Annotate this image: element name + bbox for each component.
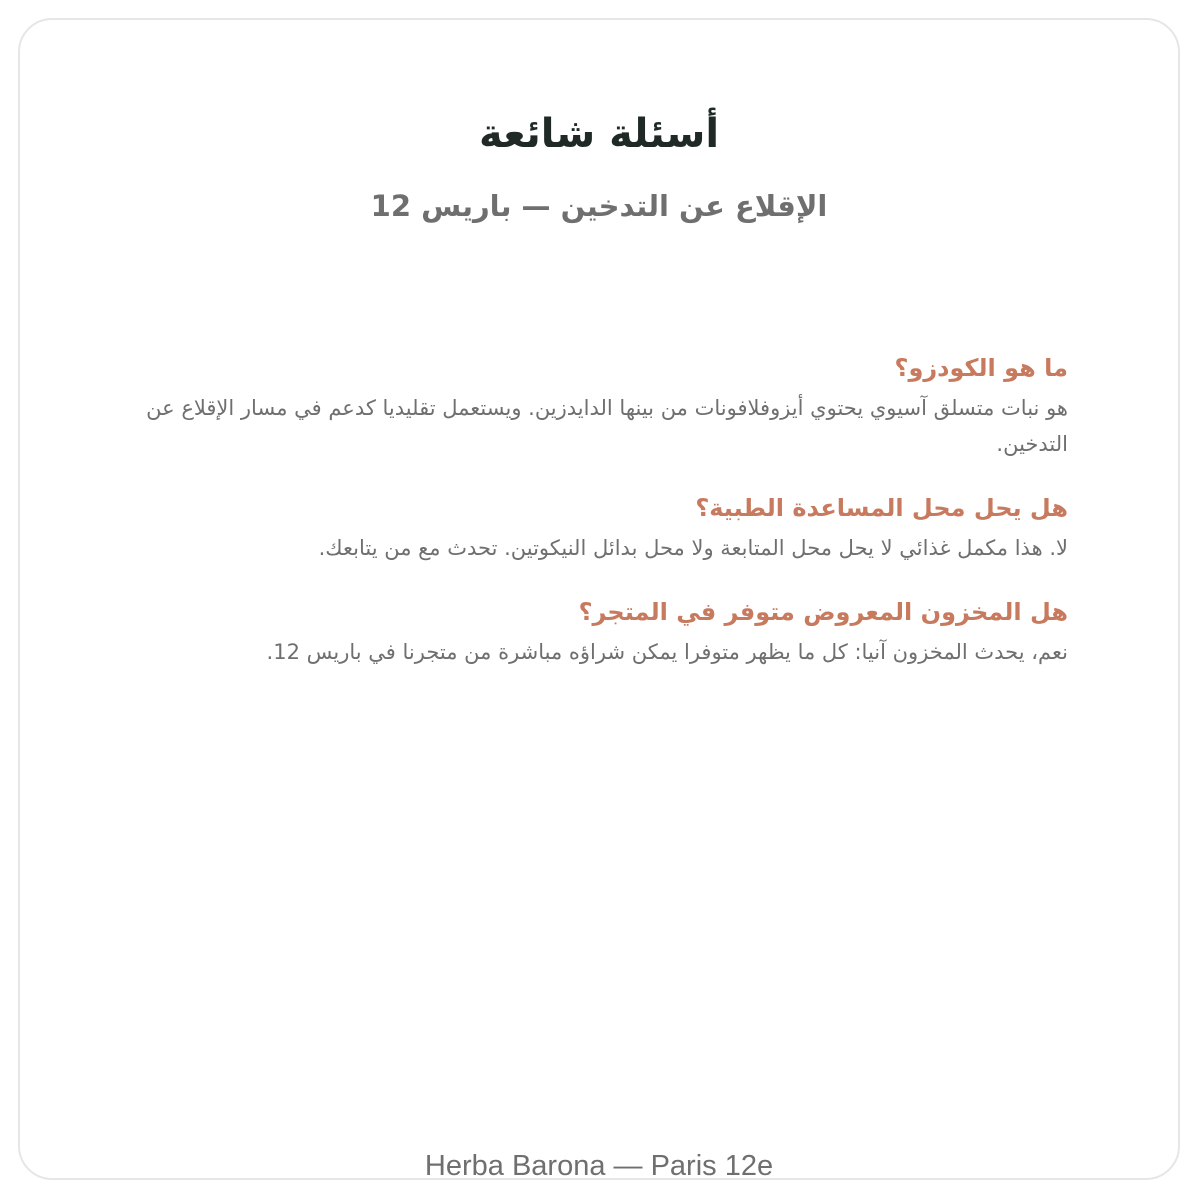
footer-brand: Herba Barona — Paris 12e — [424, 1150, 774, 1182]
faq-question: هل المخزون المعروض متوفر في المتجر؟ — [578, 598, 1068, 626]
faq-answer: نعم، يحدث المخزون آنيا: كل ما يظهر متوفرا يمكن شراؤه مباشرة من متجرنا في باريس 12. — [266, 640, 1068, 664]
faq-question: ما هو الكودزو؟ — [894, 354, 1068, 382]
page-subtitle: الإقلاع عن التدخين — باريس 12 — [370, 189, 828, 223]
faq-card — [18, 18, 1180, 1180]
faq-answer: لا. هذا مكمل غذائي لا يحل محل المتابعة ولا محل بدائل النيكوتين. تحدث مع من يتابعك. — [318, 536, 1068, 560]
faq-answer: هو نبات متسلق آسيوي يحتوي أيزوفلافونات من بينها الدايدزين. ويستعمل تقليديا كدعم في مسار الإقلاع عن التدخين. — [146, 396, 1068, 456]
faq-question: هل يحل محل المساعدة الطبية؟ — [695, 494, 1068, 522]
faq-item — [108, 350, 1068, 462]
faq-item — [108, 490, 1068, 566]
faq-item — [108, 594, 1068, 670]
faq-list — [108, 350, 1068, 698]
page-title: أسئلة شائعة — [478, 111, 720, 157]
